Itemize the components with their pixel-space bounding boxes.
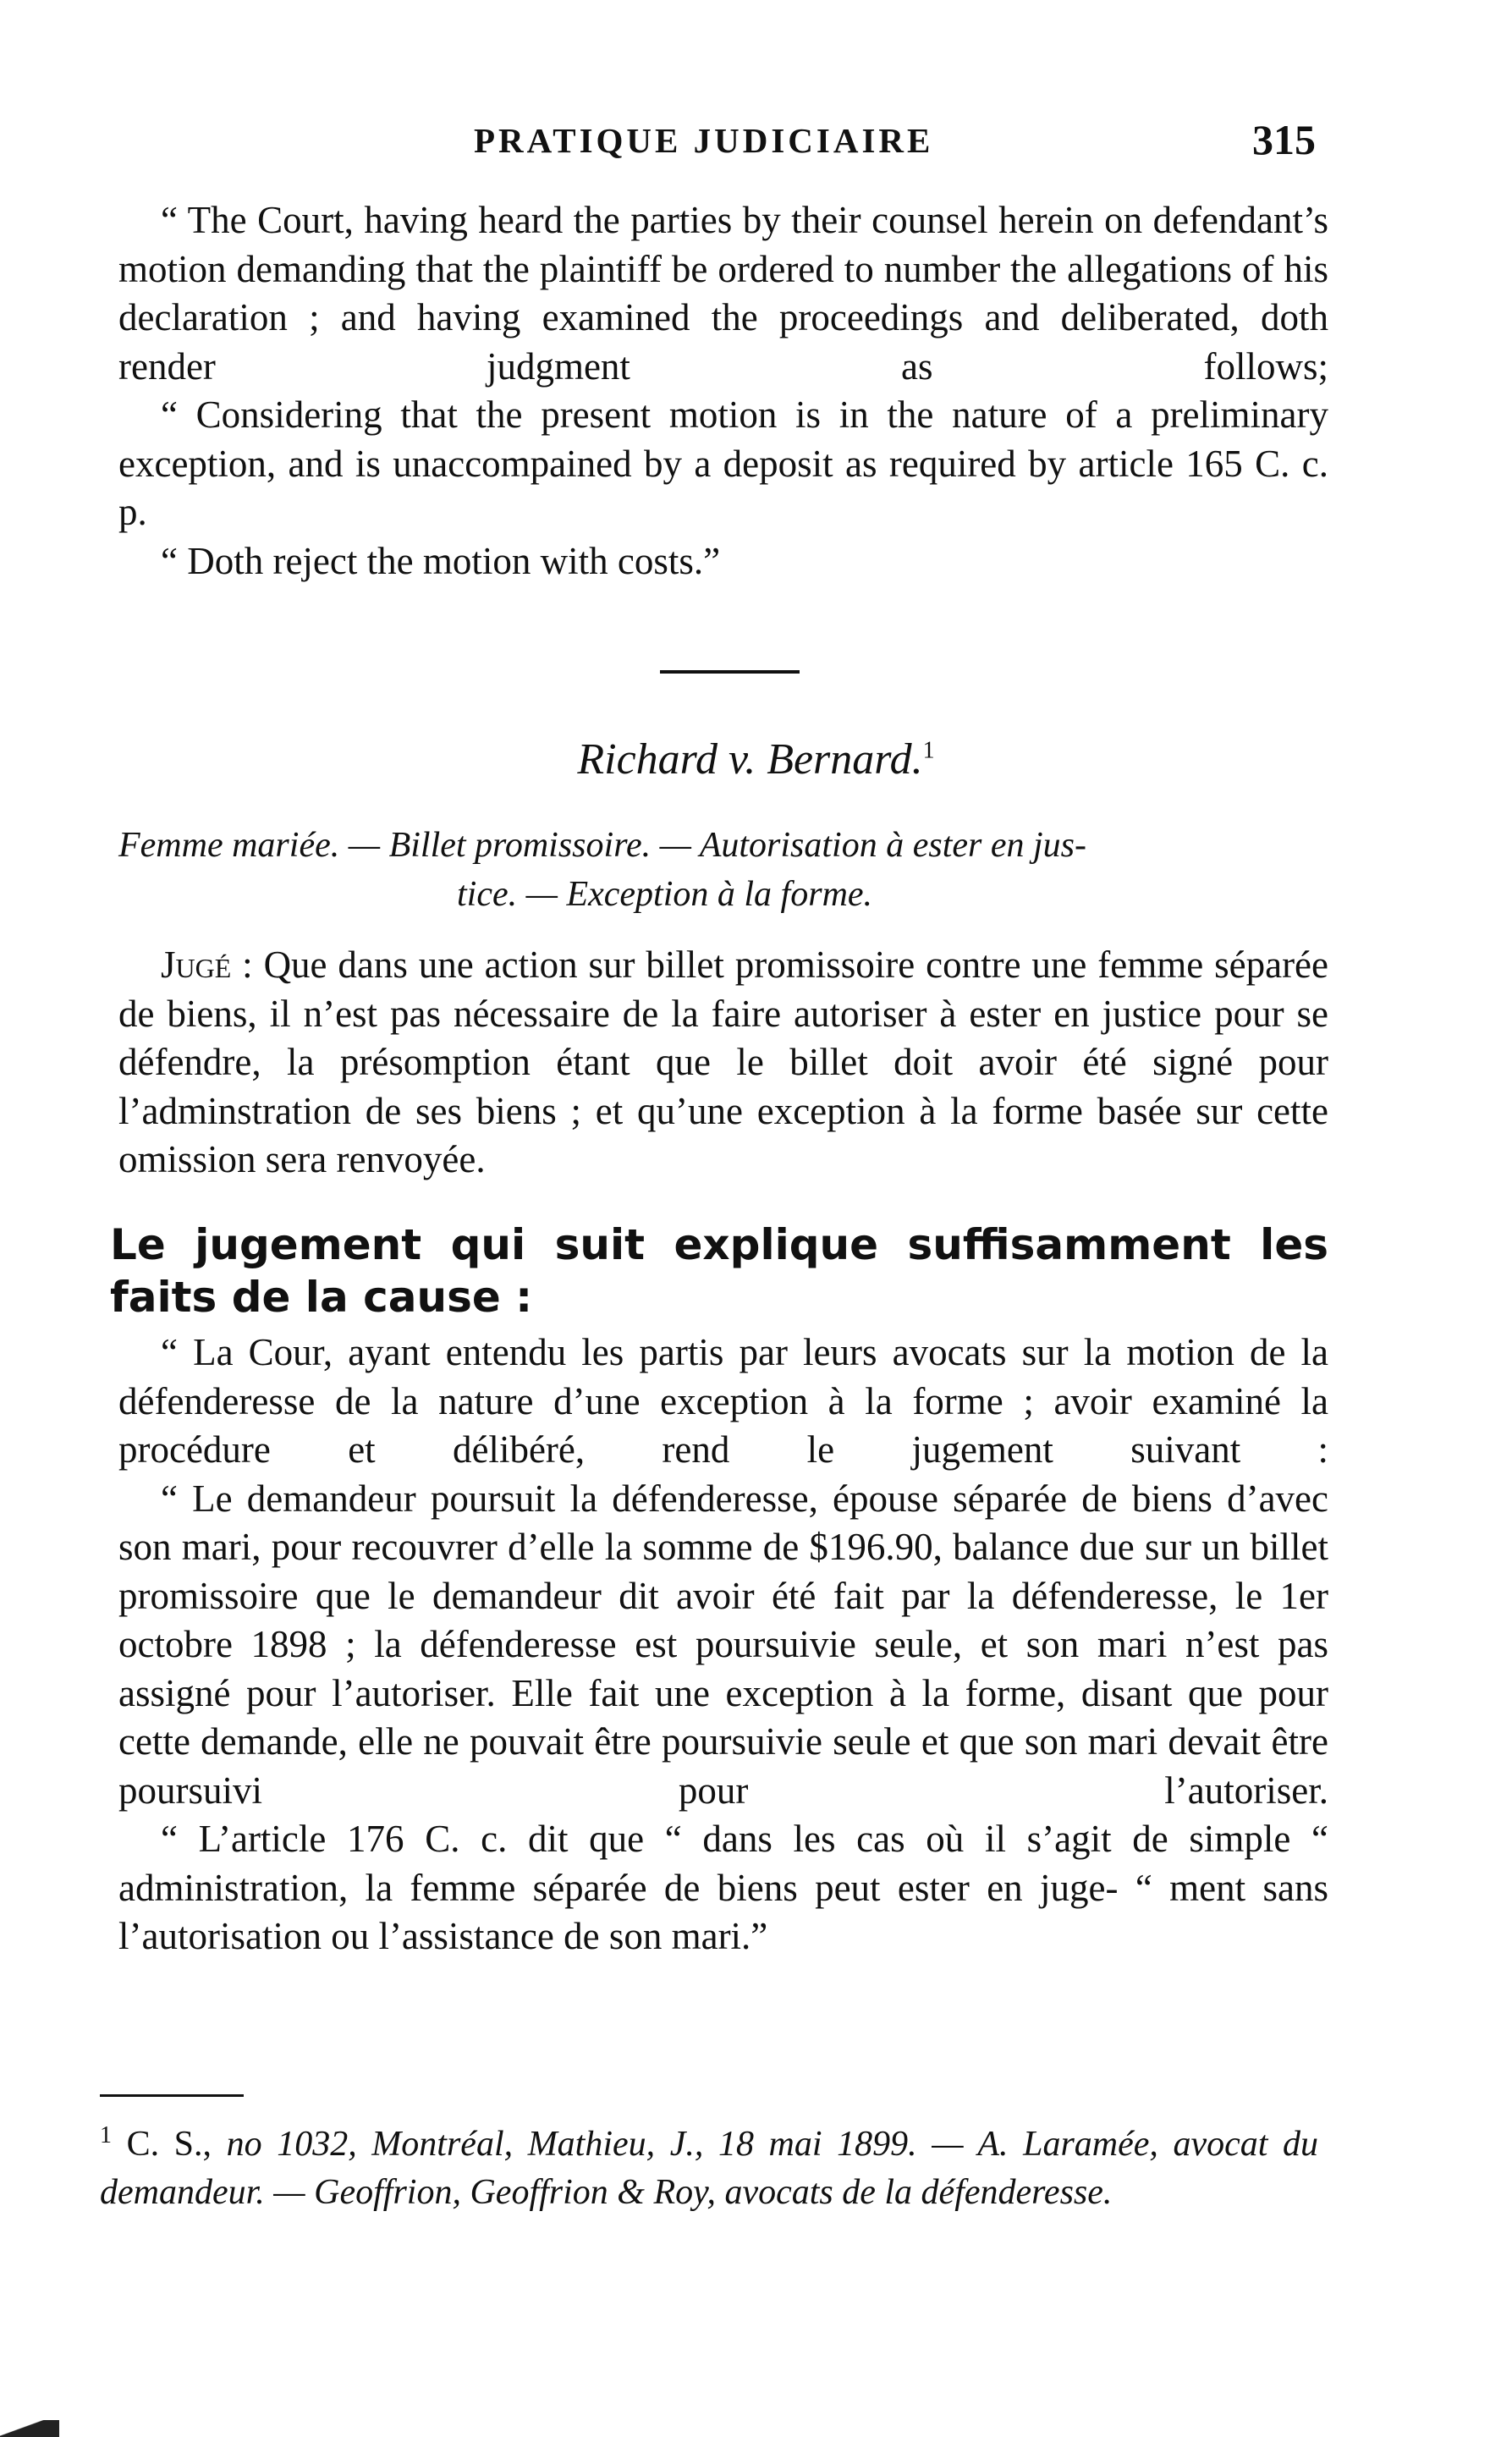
headnote-text: Que dans une action sur billet promissoire contre une femme séparée de biens, il n’est pas nécessaire de la faire autoriser à ester en justice pour se défendre, la présomption étant que le billet doit avoir été signé pour l’adminstration de ses biens ; et qu’une exception à la forme basée sur cette omission sera renvoyée. xyxy=(118,943,1328,1180)
footnote-mark: 1 xyxy=(100,2122,112,2148)
subject-line-1: Femme mariée. — Billet promissoire. — Autorisation à ester en jus- xyxy=(118,826,1087,865)
judgment-text xyxy=(118,1329,1328,1961)
headnote-paragraph xyxy=(118,941,1328,1185)
order-paragraph-3: “ Doth reject the motion with costs.” xyxy=(161,539,721,582)
order-paragraph-2: “ Considering that the present motion is in the nature of a preliminary exception, and is unaccompained by a deposit as required by article 165 C. c. p. xyxy=(118,393,1328,533)
case-title xyxy=(0,734,1512,784)
court-order-english xyxy=(118,196,1328,586)
footnote-text: no 1032, Montréal, Mathieu, J., 18 mai 1899. — A. Laramée, avocat du demandeur. — Geoffrion, Geoffrion & Roy, avocats de la défenderesse. xyxy=(100,2125,1319,2212)
headnote-label: Jugé : xyxy=(161,943,253,986)
page-number: 315 xyxy=(1252,116,1316,163)
running-header: PRATIQUE JUDICIAIRE xyxy=(474,121,934,160)
order-paragraph-1: “ The Court, having heard the parties by their counsel herein on defendant’s motion demanding that the plaintiff be ordered to number the allegations of his declaration ; and having examined the proceedings and deliberated, doth render judgment as follows; xyxy=(118,199,1328,388)
subject-line-2: tice. — Exception à la forme. xyxy=(457,875,873,914)
footnote xyxy=(100,2111,1318,2217)
case-name: Richard v. Bernard. xyxy=(577,735,923,784)
footnote-divider xyxy=(100,2094,244,2097)
case-subject-headings xyxy=(118,821,1320,919)
judgment-paragraph-2: “ Le demandeur poursuit la défenderesse, épouse séparée de biens d’avec son mari, pour recouvrer d’elle la somme de $196.90, balance due sur un billet promissoire que le demandeur dit avoir été fait par la défenderesse, le 1er octobre 1898 ; la défenderesse est poursuivie seule, et son mari n’est pas assigné pour l’autoriser. Elle fait une exception à la forme, disant que pour cette demande, elle ne pouvait être poursuivie seule et que son mari devait être poursuivi pour l’autoriser. xyxy=(118,1477,1328,1812)
headnote xyxy=(118,941,1328,1185)
judgment-paragraph-3: “ L’article 176 C. c. dit que “ dans les cas où il s’agit de simple “ administration, la femme séparée de biens peut ester en juge- “ ment sans l’autorisation ou l’assistance de son mari.” xyxy=(118,1818,1328,1957)
case-footnote-ref: 1 xyxy=(922,737,935,764)
judgment-paragraph-1: “ La Cour, ayant entendu les partis par leurs avocats sur la motion de la défenderesse de la nature d’une exception à la forme ; avoir examiné la procédure et délibéré, rend le jugement suivant : xyxy=(118,1331,1328,1471)
lead-sentence: Le jugement qui suit explique suffisamment les faits de la cause : xyxy=(110,1220,1328,1322)
scan-edge-mark xyxy=(0,2420,59,2437)
footnote-lead: C. S., xyxy=(126,2125,212,2164)
section-divider xyxy=(660,670,800,674)
